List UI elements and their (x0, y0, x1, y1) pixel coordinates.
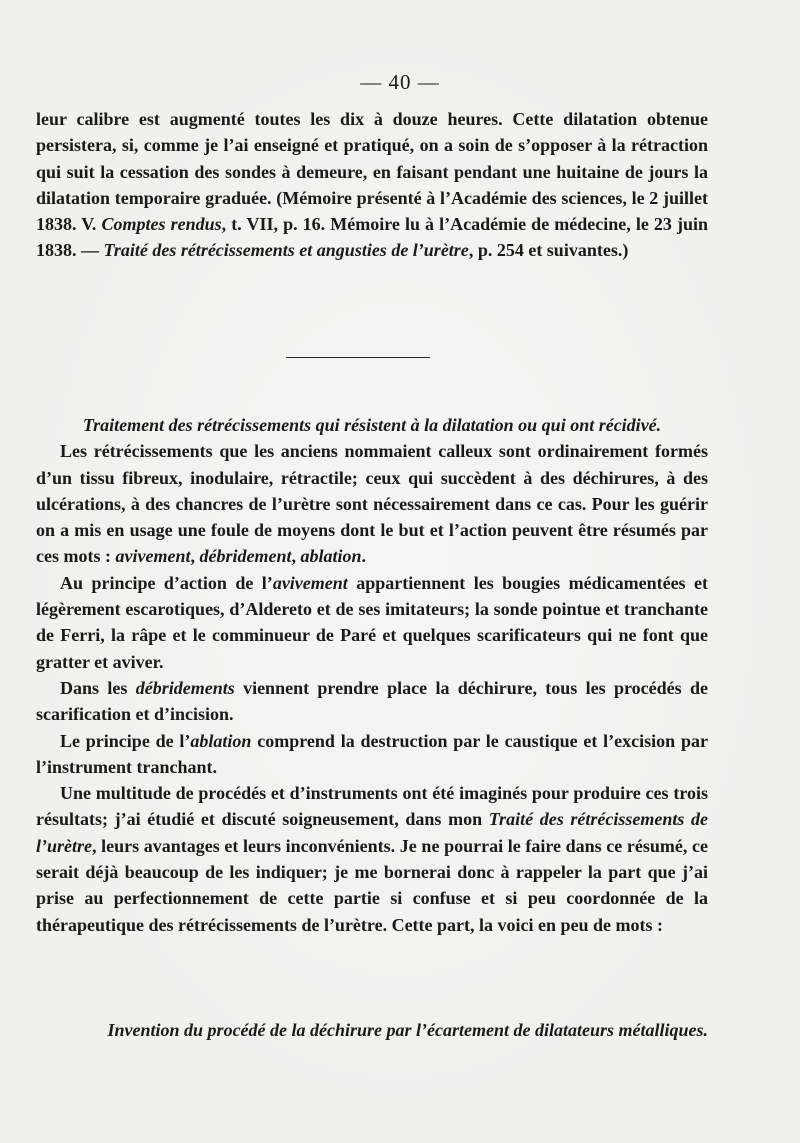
paragraph-text: Les rétrécissements que les anciens nommaient calleux sont ordinairement formés d’un tissu fibreux, inodulaire, rétractile; ceux qui succèdent à des déchirures, à des ulcérations, à des chancres de l’urètre sont nécessairement dans ce cas. Pour les guérir on a mis en usage une foule de moyens dont le but et l’action peuvent être résumés par ces mots : (36, 441, 708, 567)
italic-title-traite: Traité des rétrécissements et angusties de l’urètre (103, 240, 469, 261)
paragraph-text: , leurs avantages et leurs inconvénients. Je ne pourrai le faire dans ce résumé, ce serait déjà beaucoup de les indiquer; je me bornerai donc à rappeler la part que j’ai prise au perfectionnement de cette partie si confuse et si peu coordonnée de la thérapeutique des rétrécissements de l’urètre. Cette part, la voici en peu de mots : (36, 835, 708, 935)
paragraph (36, 438, 708, 569)
paragraph-text: , p. 254 et suivantes.) (468, 240, 629, 261)
italic-term: ablation (190, 730, 252, 751)
italic-term: avivement (115, 546, 191, 567)
section-heading: Traitement des rétrécissements qui résistent à la dilatation ou qui ont récidivé. (82, 415, 662, 435)
italic-term: avivement (272, 572, 348, 593)
paragraph (36, 728, 708, 781)
paragraph (36, 570, 708, 675)
italic-title-traite: Traité des rétrécissements de l’urètre (36, 809, 708, 856)
punctuation: , (291, 546, 296, 567)
paragraph-text: comprend la destruction par le caustique et l’excision par l’instrument tranchant. (36, 730, 708, 777)
italic-term: débridements (135, 677, 235, 698)
italic-term: débridement (199, 546, 292, 567)
text-block-main (36, 412, 708, 938)
paragraph-text: Le principe de l’ (60, 730, 191, 751)
paragraph-text: leur calibre est augmenté toutes les dix à douze heures. Cette dilatation obtenue persistera, si, comme je l’ai enseigné et pratiqué, on a soin de s’opposer à la rétraction qui suit la cessation des sondes à demeure, en faisant pendant une huitaine de jours la dilatation temporaire graduée. (Mémoire présenté à l’Académie des sciences, le 2 juillet 1838. V. (36, 109, 708, 235)
paragraph (36, 675, 708, 728)
italic-title-comptes-rendus: Comptes rendus (101, 214, 222, 235)
text-block-top (36, 106, 708, 264)
paragraph (36, 780, 708, 938)
italic-term: ablation (300, 546, 362, 567)
punctuation: . (361, 546, 366, 567)
page-number: — 40 — (360, 70, 440, 94)
section-heading-bottom: Invention du procédé de la déchirure par l’écartement de dilatateurs métalliques. (107, 1020, 708, 1040)
paragraph-text: Au principe d’action de l’ (60, 572, 273, 593)
punctuation: , (190, 546, 195, 567)
paragraph-text: viennent prendre place la déchirure, tous les procédés de scarification et d’incision. (36, 677, 709, 725)
paragraph-continuation (36, 106, 708, 264)
paragraph-text: Une multitude de procédés et d’instruments ont été imaginés pour produire ces trois résultats; j’ai étudié et discuté soigneusement, dans mon (36, 783, 708, 830)
paragraph-text: , t. VII, p. 16. Mémoire lu à l’Académie de médecine, le 23 juin 1838. — (36, 214, 708, 261)
paragraph-text: Dans les (60, 677, 136, 698)
section-divider (286, 357, 430, 358)
paragraph-text: appartiennent les bougies médicamentées et légèrement escarotiques, d’Aldereto et de ses imitateurs; la sonde pointue et tranchante de Ferri, la râpe et le comminueur de Paré et quelques scarificateurs qui ne font que gratter et aviver. (36, 572, 708, 672)
